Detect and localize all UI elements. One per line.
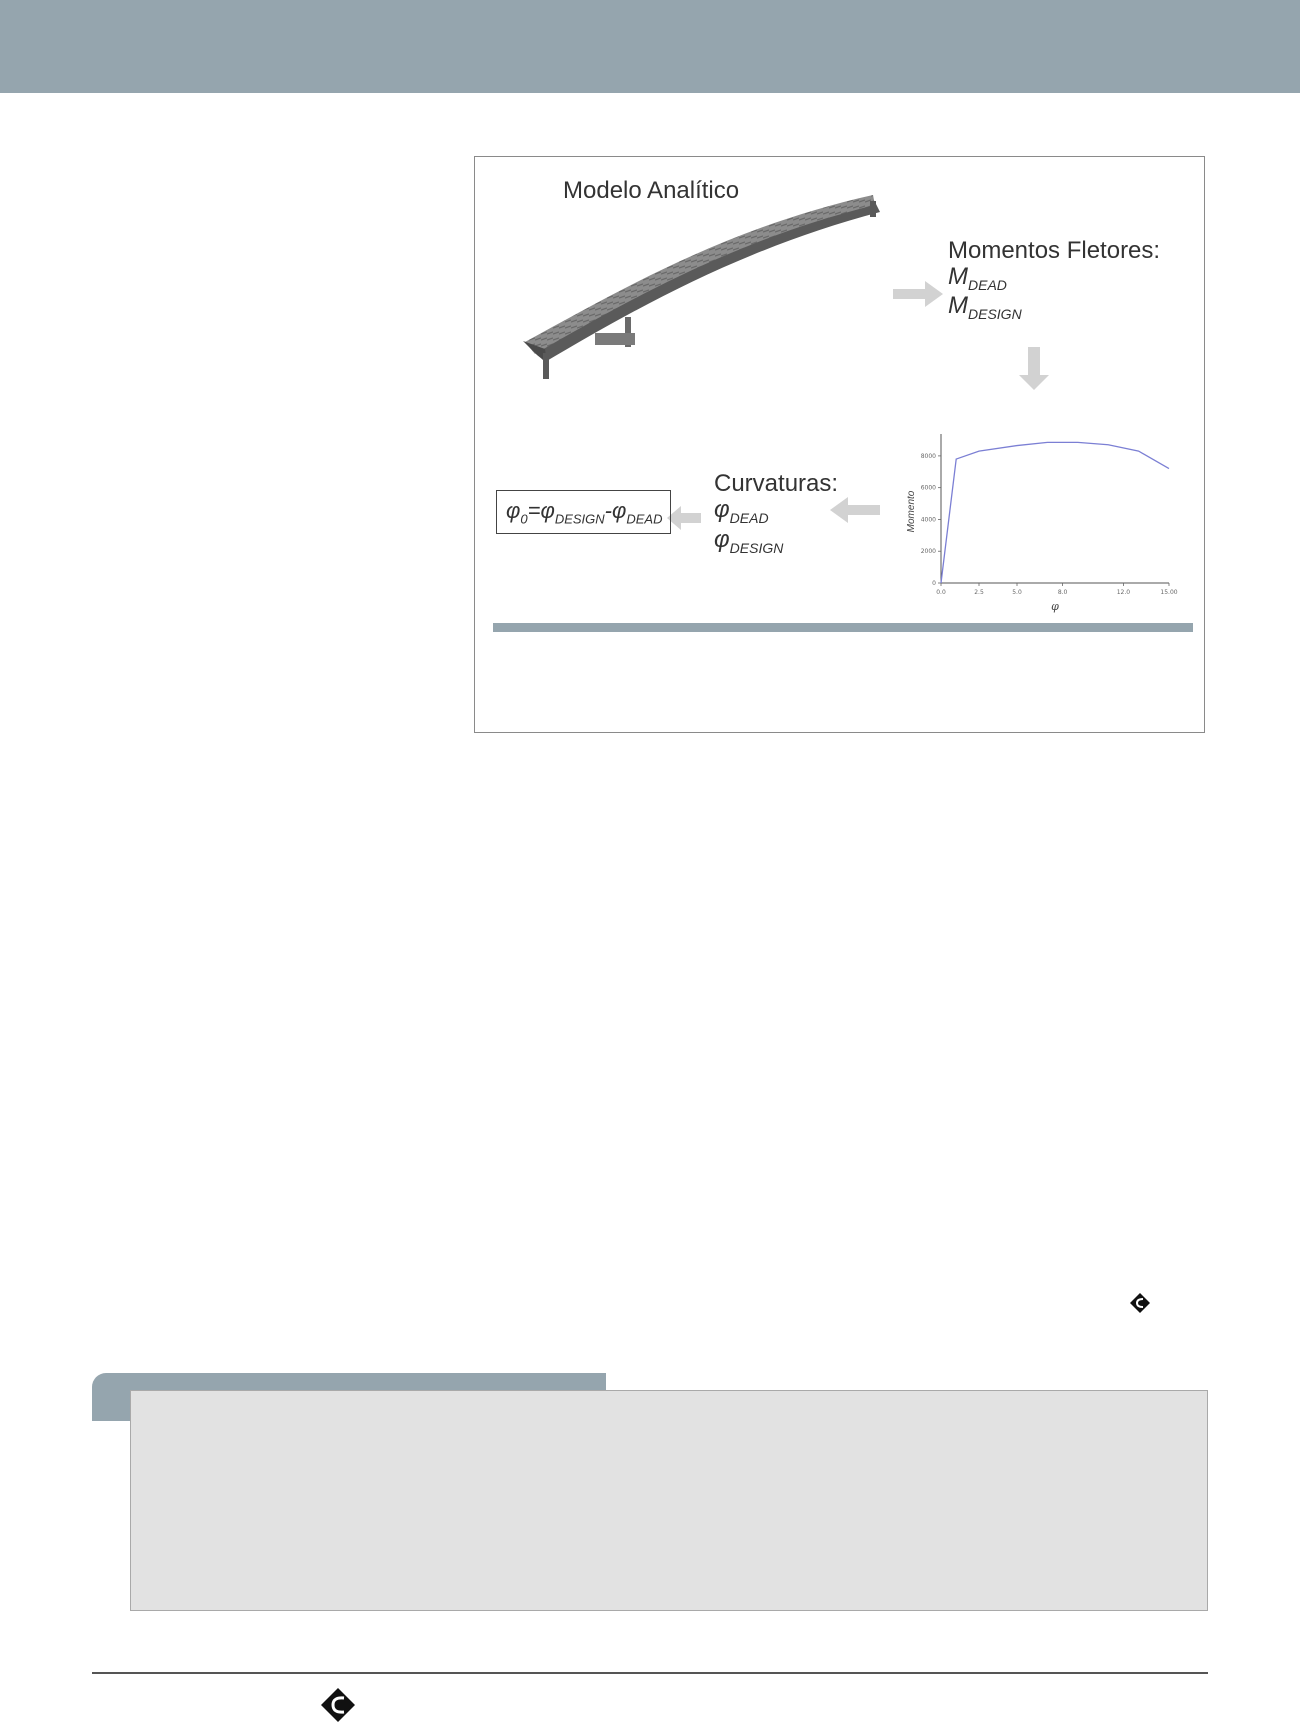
arrow-left-icon [667, 506, 701, 530]
moment-curvature-chart [906, 434, 1178, 613]
journal-logo-icon [1128, 1292, 1152, 1314]
arrow-left-icon [830, 497, 880, 523]
x-tick-label: 5.0 [1012, 589, 1022, 596]
moments-heading: Momentos Fletores: [948, 237, 1161, 264]
bridge-deck-illustration [523, 195, 880, 379]
arrow-right-icon [893, 281, 943, 307]
x-tick-label: 12.0 [1116, 589, 1131, 596]
header-band [0, 0, 1300, 93]
y-tick-label: 6000 [920, 484, 936, 492]
moment-dead-label: $M_{DEAD}$ [948, 263, 1007, 293]
formula-box: $\varphi_0=\varphi_{DESIGN}-\varphi_{DEAD}$ [496, 490, 671, 534]
y-tick-label: 2000 [920, 548, 936, 556]
footer-logo-icon [318, 1685, 358, 1725]
y-tick-label: 0 [932, 580, 936, 587]
moment-design-label: $M_{DESIGN}$ [948, 292, 1022, 322]
figure-panel [474, 156, 1205, 733]
figure-title: Modelo Analítico [563, 177, 740, 204]
footer-rule [92, 1672, 1208, 1674]
x-tick-label: 15.00 [1160, 589, 1178, 596]
x-axis-label: φ [1051, 600, 1059, 613]
y-tick-label: 4000 [920, 516, 936, 524]
figure-caption-bar [493, 623, 1193, 632]
x-tick-label: 8.0 [1057, 589, 1068, 596]
y-tick-label: 8000 [920, 452, 936, 460]
curvature-design-label: $\varphi_{DESIGN}$ [714, 526, 784, 556]
y-axis-label: Momento [906, 490, 917, 533]
info-section-box [130, 1390, 1208, 1611]
curvatures-heading: Curvaturas: [714, 470, 839, 497]
curvature-dead-label: $\varphi_{DEAD}$ [714, 496, 769, 526]
arrow-down-icon [1019, 347, 1049, 390]
x-tick-label: 2.5 [974, 589, 984, 596]
moment-curvature-line [941, 442, 1169, 583]
x-tick-label: 0.0 [936, 589, 946, 596]
